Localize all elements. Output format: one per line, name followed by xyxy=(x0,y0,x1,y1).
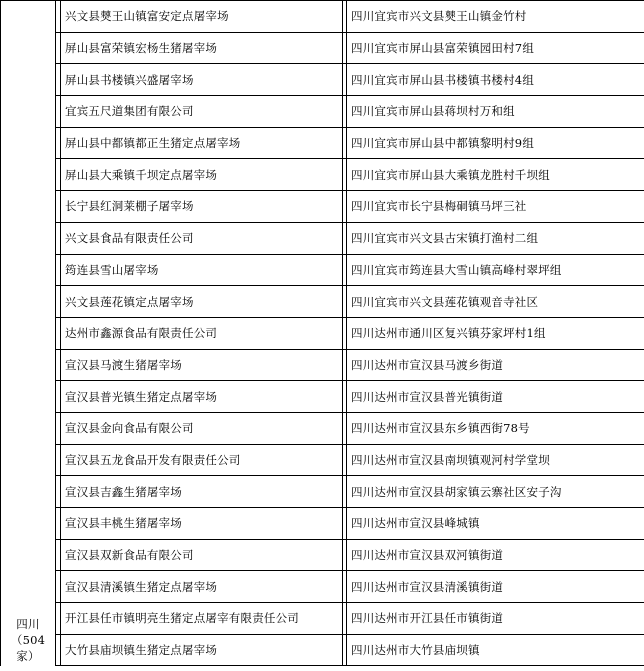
enterprise-name-cell: 筠连县雪山屠宰场 xyxy=(61,254,343,286)
table-row xyxy=(1,159,644,191)
table-row xyxy=(1,412,644,444)
table-row xyxy=(1,222,644,254)
address-cell: 四川达州市开江县任市镇街道 xyxy=(347,603,644,635)
table-row xyxy=(1,444,644,476)
enterprise-name-cell: 宣汉县金向食品有限公司 xyxy=(61,412,343,444)
enterprise-name-cell: 兴文县食品有限责任公司 xyxy=(61,222,343,254)
enterprise-name-cell: 屏山县大乘镇千坝定点屠宰场 xyxy=(61,159,343,191)
address-cell: 四川达州市宣汉县胡家镇云寨社区安子沟 xyxy=(347,476,644,508)
address-cell: 四川宜宾市屏山县中都镇黎明村9组 xyxy=(347,127,644,159)
enterprise-name-cell: 宜宾五尺道集团有限公司 xyxy=(61,96,343,128)
province-label xyxy=(11,616,45,666)
table-row xyxy=(1,286,644,318)
table-row xyxy=(1,349,644,381)
enterprise-name-cell: 宣汉县五龙食品开发有限责任公司 xyxy=(61,444,343,476)
enterprise-name-cell: 开江县任市镇明亮生猪定点屠宰有限责任公司 xyxy=(61,603,343,635)
table-row xyxy=(1,571,644,603)
table-row xyxy=(1,96,644,128)
address-cell: 四川达州市大竹县庙坝镇 xyxy=(347,634,644,666)
table-row xyxy=(1,32,644,64)
address-cell: 四川宜宾市屏山县书楼镇书楼村4组 xyxy=(347,64,644,96)
enterprise-name-cell: 屏山县中都镇都正生猪定点屠宰场 xyxy=(61,127,343,159)
province-label-line: 家） xyxy=(16,648,40,663)
enterprise-name-cell: 屏山县富荣镇宏杨生猪屠宰场 xyxy=(61,32,343,64)
address-cell: 四川宜宾市兴文县古宋镇打渔村二组 xyxy=(347,222,644,254)
table-row xyxy=(1,127,644,159)
address-cell: 四川达州市宣汉县普光镇街道 xyxy=(347,381,644,413)
address-cell: 四川达州市宣汉县双河镇街道 xyxy=(347,539,644,571)
address-cell: 四川宜宾市屏山县富荣镇园田村7组 xyxy=(347,32,644,64)
province-label-line: （504 xyxy=(10,632,46,647)
address-cell: 四川宜宾市屏山县蒋坝村万和组 xyxy=(347,96,644,128)
address-cell: 四川宜宾市筠连县大雪山镇高峰村翠坪组 xyxy=(347,254,644,286)
province-label-line: 四川 xyxy=(16,616,40,631)
table-body xyxy=(1,1,644,666)
address-cell: 四川达州市宣汉县马渡乡街道 xyxy=(347,349,644,381)
address-cell: 四川达州市宣汉县峰城镇 xyxy=(347,508,644,540)
table-row xyxy=(1,476,644,508)
enterprise-name-cell: 宣汉县吉鑫生猪屠宰场 xyxy=(61,476,343,508)
enterprise-name-cell: 宣汉县清溪镇生猪定点屠宰场 xyxy=(61,571,343,603)
address-cell: 四川宜宾市长宁县梅硐镇马坪三社 xyxy=(347,191,644,223)
address-cell: 四川宜宾市兴文县莲花镇观音寺社区 xyxy=(347,286,644,318)
enterprise-name-cell: 宣汉县普光镇生猪定点屠宰场 xyxy=(61,381,343,413)
table-row xyxy=(1,539,644,571)
enterprise-name-cell: 兴文县僰王山镇富安定点屠宰场 xyxy=(61,1,343,33)
table-row xyxy=(1,191,644,223)
enterprise-name-cell: 宣汉县丰桃生猪屠宰场 xyxy=(61,508,343,540)
enterprise-name-cell: 宣汉县双新食品有限公司 xyxy=(61,539,343,571)
table-row xyxy=(1,317,644,349)
enterprise-name-cell: 宣汉县马渡生猪屠宰场 xyxy=(61,349,343,381)
table-row xyxy=(1,254,644,286)
address-cell: 四川达州市通川区复兴镇芬家坪村1组 xyxy=(347,317,644,349)
address-cell: 四川宜宾市屏山县大乘镇龙胜村千坝组 xyxy=(347,159,644,191)
enterprise-name-cell: 长宁县红洞莱棚子屠宰场 xyxy=(61,191,343,223)
table-row xyxy=(1,634,644,666)
province-cell xyxy=(1,1,56,666)
table-row xyxy=(1,64,644,96)
enterprise-name-cell: 屏山县书楼镇兴盛屠宰场 xyxy=(61,64,343,96)
enterprise-name-cell: 达州市鑫源食品有限责任公司 xyxy=(61,317,343,349)
address-cell: 四川宜宾市兴文县僰王山镇金竹村 xyxy=(347,1,644,33)
address-cell: 四川达州市宣汉县东乡镇西街78号 xyxy=(347,412,644,444)
address-cell: 四川达州市宣汉县南坝镇观河村学堂坝 xyxy=(347,444,644,476)
address-cell: 四川达州市宣汉县清溪镇街道 xyxy=(347,571,644,603)
table-row xyxy=(1,603,644,635)
table-row xyxy=(1,1,644,33)
enterprise-name-cell: 兴文县莲花镇定点屠宰场 xyxy=(61,286,343,318)
table-row xyxy=(1,381,644,413)
table-row xyxy=(1,508,644,540)
enterprise-name-cell: 大竹县庙坝镇生猪定点屠宰场 xyxy=(61,634,343,666)
